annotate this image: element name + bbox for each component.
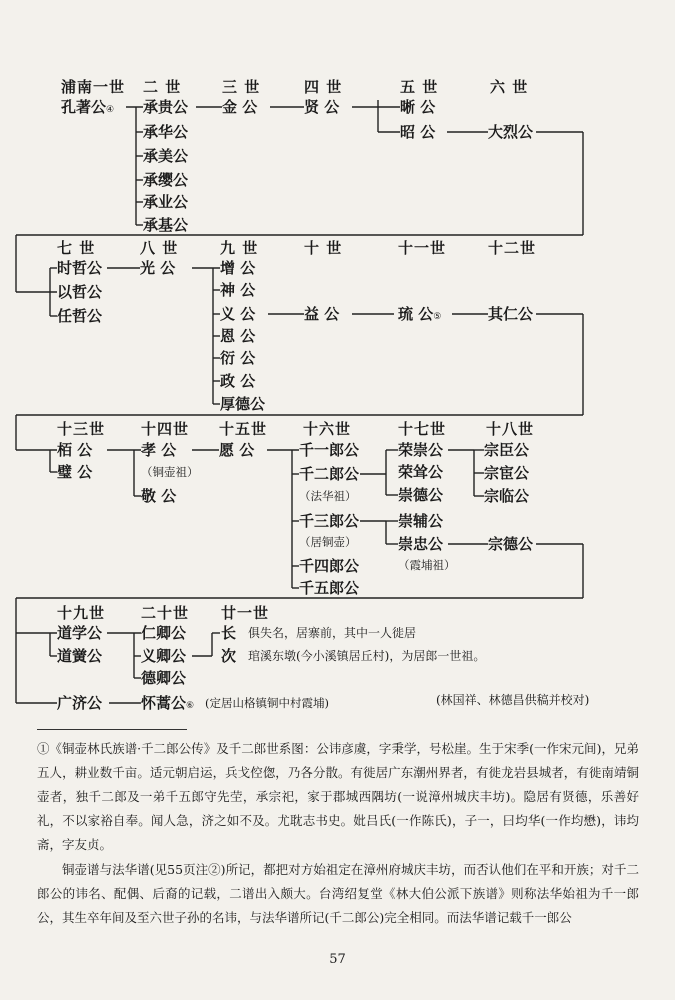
person-name: 广济公 (57, 694, 103, 712)
person-name: 义卿公 (141, 647, 187, 665)
person-name: 宗宦公 (484, 464, 530, 482)
branch-note: (定居山格镇铜中村霞埔) (205, 696, 329, 710)
person-name: 益 公 (304, 305, 340, 323)
person-name: 愿 公 (219, 441, 255, 459)
generation-header: 九 世 (220, 239, 259, 257)
person-name: 衍 公 (220, 349, 256, 367)
generation-header: 十四世 (141, 420, 190, 438)
descendant-note: 琯溪东墩(今小溪镇居丘村)，为居郎一世祖。 (248, 649, 486, 663)
person-name: 荣崇公 (398, 441, 444, 459)
person-name: 厚德公 (220, 395, 266, 413)
person-name: 宗臣公 (484, 441, 530, 459)
person-name: 光 公 (140, 259, 176, 277)
generation-header: 二十世 (141, 604, 190, 622)
person-name: 政 公 (220, 372, 256, 390)
person-name: 贤 公 (304, 98, 340, 116)
generation-header: 七 世 (57, 239, 96, 257)
person-name: 怀蒿公⑥ (141, 694, 195, 712)
person-name: 荣耸公 (398, 463, 444, 481)
branch-note: （铜壶祖） (141, 465, 199, 479)
person-name: 千二郎公 (299, 465, 360, 483)
generation-header: 十 世 (304, 239, 343, 257)
person-name: 崇忠公 (398, 535, 444, 553)
generation-header: 廿一世 (221, 604, 270, 622)
person-name: 千三郎公 (299, 512, 360, 530)
generation-header: 二 世 (143, 78, 182, 96)
generation-header: 八 世 (140, 239, 179, 257)
branch-note: （霞埔祖） (398, 558, 456, 572)
person-name: 孔著公④ (61, 98, 115, 116)
footnote-marker: ④ (106, 105, 115, 115)
person-name: 道黉公 (57, 647, 103, 665)
person-name: 崇辅公 (398, 512, 444, 530)
person-name: 千一郎公 (299, 441, 360, 459)
page-number: 57 (329, 952, 346, 967)
generation-header: 四 世 (304, 78, 343, 96)
person-name: 德卿公 (141, 669, 187, 687)
person-name: 大烈公 (488, 123, 534, 141)
person-name: 承华公 (143, 123, 189, 141)
generation-header: 十二世 (488, 239, 537, 257)
footnote-marker: ⑤ (433, 312, 442, 322)
generation-header: 十七世 (398, 420, 447, 438)
footnote-divider (37, 729, 187, 730)
generation-header: 六 世 (490, 78, 529, 96)
person-name: 道学公 (57, 624, 103, 642)
person-name: 金 公 (222, 98, 258, 116)
person-name: 璧 公 (57, 463, 93, 481)
person-name: 敬 公 (141, 487, 177, 505)
person-name: 仁卿公 (141, 624, 187, 642)
person-name: 承缨公 (143, 171, 189, 189)
person-name: 昭 公 (400, 123, 436, 141)
person-name: 承基公 (143, 216, 189, 234)
contributor-credit: (林国祥、林德昌供稿并校对) (436, 693, 590, 707)
person-name: 其仁公 (488, 305, 534, 323)
person-name: 千五郎公 (299, 579, 360, 597)
person-name: 孝 公 (141, 441, 177, 459)
generation-header: 十六世 (303, 420, 352, 438)
branch-note: （法华祖） (299, 489, 357, 503)
person-name: 宗临公 (484, 487, 530, 505)
person-name: 承贵公 (143, 98, 189, 116)
person-name: 承业公 (143, 193, 189, 211)
generation-header: 五 世 (400, 78, 439, 96)
generation-header: 十八世 (486, 420, 535, 438)
generation-header: 十三世 (57, 420, 106, 438)
footnote-paragraph: ①《铜壶林氏族谱·千二郎公传》及千二郎世系图：公讳彦虞，字秉学，号松崖。生于宋季(一作宋元间)，兄弟五人，耕业数千亩。适元朝启运，兵戈倥偬，乃各分散。有徙居广东潮州界者，有徙龙岩县城者，有徙南靖铜壶者，独千二郎及一弟千五郎守先茔，承宗祀，家于郡城西隅坊(一说漳州城庆丰坊)。隐居有贤德，乐善好礼，不以家裕自奉。闻人急，济之如不及。尤耽志书史。妣吕氏(一作陈氏)，子一，曰均华(一作均懋)，讳均斋，字友贞。 (37, 741, 639, 852)
generation-header: 三 世 (222, 78, 261, 96)
person-name: 长 (221, 624, 237, 642)
person-name: 以哲公 (57, 283, 103, 301)
person-name: 时哲公 (57, 259, 103, 277)
person-name: 琉 公⑤ (398, 305, 442, 323)
descendant-note: 俱失名，居寨前，其中一人徙居 (248, 626, 417, 640)
person-name: 宗德公 (488, 535, 534, 553)
person-name: 恩 公 (220, 327, 256, 345)
person-name: 栢 公 (57, 441, 93, 459)
footnote-paragraph: 铜壶谱与法华谱(见55页注②)所记，都把对方始祖定在漳州府城庆丰坊，而否认他们在平和开族；对千二郎公的讳名、配偶、后裔的记载，二谱出入颇大。台湾绍复堂《林大伯公派下族谱》则称法华始祖为千一郎公，其生卒年间及至六世子孙的名讳，与法华谱所记(千二郎公)完全相同。而法华谱记载千一郎公 (37, 862, 639, 925)
generation-header: 十一世 (398, 239, 447, 257)
branch-note: （居铜壶） (299, 535, 357, 549)
generation-header: 十五世 (219, 420, 268, 438)
person-name: 次 (221, 647, 237, 665)
person-name: 任哲公 (57, 307, 103, 325)
person-name: 神 公 (220, 281, 256, 299)
person-name: 义 公 (220, 305, 256, 323)
generation-header: 浦南一世 (61, 78, 126, 96)
footnote-marker: ⑥ (186, 701, 195, 711)
person-name: 增 公 (220, 259, 256, 277)
person-name: 晰 公 (400, 98, 436, 116)
person-name: 千四郎公 (299, 557, 360, 575)
generation-header: 十九世 (57, 604, 106, 622)
person-name: 崇德公 (398, 486, 444, 504)
person-name: 承美公 (143, 147, 189, 165)
